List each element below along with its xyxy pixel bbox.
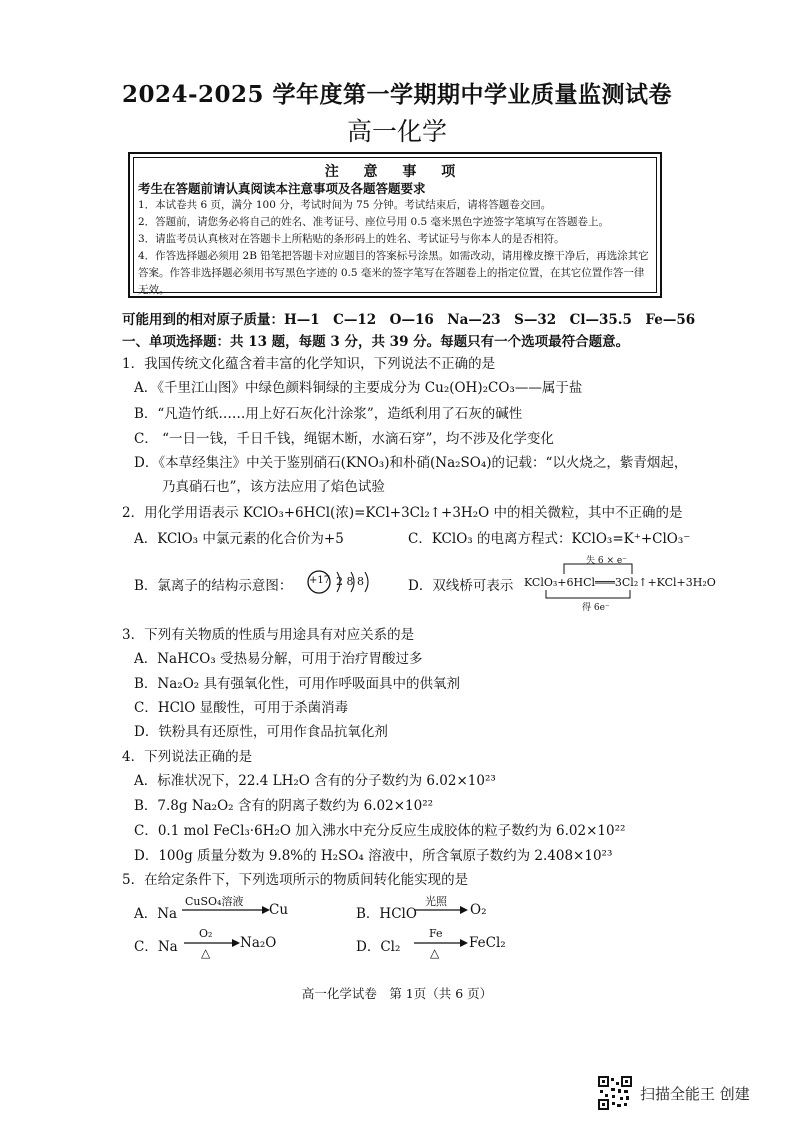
question-5-option-c-condition: O₂	[199, 927, 213, 940]
question-1-option-d: D．《本草经集注》中关于鉴别硝石(KNO₃)和朴硝(Na₂SO₄)的记载：“以火烧之，紫青烟起，	[134, 455, 688, 471]
reaction-arrow-c	[182, 938, 240, 948]
scanner-watermark: 扫描全能王 创建	[640, 1085, 750, 1103]
question-5-option-b-reactant: B．HClO	[356, 906, 417, 922]
question-2-option-b: B．氯离子的结构示意图：	[134, 578, 293, 594]
question-1-option-d-cont: 乃真硝石也”，该方法应用了焰色试验	[162, 479, 385, 495]
question-5-option-c-product: Na₂O	[240, 935, 277, 951]
heat-symbol-c: △	[201, 946, 211, 960]
question-3-option-d: D．铁粉具有还原性，可用作食品抗氧化剂	[134, 724, 388, 740]
reaction-arrow-a	[180, 905, 270, 915]
question-1-option-c: C． “一日一钱，千日千钱，绳锯木断，水滴石穿”，均不涉及化学变化	[134, 431, 554, 447]
page-footer: 高一化学试卷 第 1页（共 6 页）	[301, 986, 493, 1001]
question-5-option-b-product: O₂	[470, 902, 487, 918]
nucleus-charge: +17	[309, 575, 331, 586]
electron-shells: 2 8 8	[336, 575, 364, 588]
notice-item-1: 1．本试卷共 6 页，满分 100 分，考试时间为 75 分钟。考试结束后，请将答题卷交回。	[138, 199, 552, 211]
notice-item-3: 3．请监考员认真核对在答题卡上所粘贴的条形码上的姓名、考试证号与你本人的是否相符。	[138, 233, 565, 245]
question-1-option-b: B．“凡造竹纸……用上好石灰化汁涂浆”，造纸利用了石灰的碱性	[134, 406, 523, 422]
question-3-stem: 3．下列有关物质的性质与用途具有对应关系的是	[122, 627, 415, 643]
question-2-option-d: D．双线桥可表示	[408, 578, 514, 594]
notice-item-4: 4．作答选择题必须用 2B 铅笔把答题卡对应题目的答案标号涂黑。如需改动，请用橡皮擦干净后，再选涂其它答案。作答非选择题必须用书写黑色字迹的 0.5 毫米的签字笔写在答题卷上的指定位置，在其它位置作答一律无效。	[138, 250, 649, 296]
question-4-option-a: A．标准状况下，22.4 LH₂O 含有的分子数约为 6.02×10²³	[134, 773, 496, 789]
question-4-option-c: C．0.1 mol FeCl₃·6H₂O 加入沸水中充分反应生成胶体的粒子数约为 6.02×10²²	[134, 823, 626, 839]
question-4-option-b: B．7.8g Na₂O₂ 含有的阴离子数约为 6.02×10²²	[134, 798, 434, 814]
section-heading: 一、单项选择题：共 13 题，每题 3 分，共 39 分。每题只有一个选项最符合题意。	[122, 334, 630, 350]
question-5-option-a-condition: CuSO₄溶液	[185, 895, 244, 908]
question-5-option-a-product: Cu	[269, 902, 289, 918]
electron-lost-label: 失 6 × e⁻	[586, 556, 627, 566]
question-5-option-c-reactant: C．Na	[134, 939, 178, 955]
reaction-arrow-b	[412, 905, 468, 915]
atomic-masses: 可能用到的相对原子质量：H—1 C—12 O—16 Na—23 S—32 Cl—35.5 Fe—56	[122, 312, 696, 328]
question-3-option-a: A．NaHCO₃ 受热易分解，可用于治疗胃酸过多	[134, 651, 423, 667]
electron-gained-label: 得 6e⁻	[582, 603, 610, 613]
question-2-option-a: A．KClO₃ 中氯元素的化合价为+5	[134, 531, 344, 547]
question-1-option-a: A．《千里江山图》中绿色颜料铜绿的主要成分为 Cu₂(OH)₂CO₃——属于盐	[134, 380, 583, 396]
qr-code-icon	[598, 1076, 632, 1110]
double-bridge-arrows	[540, 554, 730, 604]
question-5-option-b-condition: 光照	[425, 895, 447, 908]
notice-item-2: 2．答题前，请您务必将自己的姓名、准考证号、座位号用 0.5 毫米黑色字迹签字笔填写在答题卷上。	[138, 216, 610, 228]
question-1-stem: 1．我国传统文化蕴含着丰富的化学知识，下列说法不正确的是	[122, 356, 496, 372]
question-3-option-b: B．Na₂O₂ 具有强氧化性，可用作呼吸面具中的供氧剂	[134, 676, 460, 692]
notice-heading: 注 意 事 项	[324, 164, 466, 180]
question-2-option-c: C．KClO₃ 的电离方程式：KClO₃=K⁺+ClO₃⁻	[408, 531, 691, 547]
question-5-option-d-product: FeCl₂	[469, 935, 506, 951]
question-4-option-d: D．100g 质量分数为 9.8%的 H₂SO₄ 溶液中，所含氧原子数约为 2.408×10²³	[134, 848, 613, 864]
notice-box	[128, 152, 662, 298]
question-5-option-d-condition: Fe	[429, 927, 443, 940]
exam-title: 2024-2025 学年度第一学期期中学业质量监测试卷	[121, 81, 673, 108]
heat-symbol-d: △	[430, 946, 440, 960]
question-2-stem: 2．用化学用语表示 KClO₃+6HCl(浓)=KCl+3Cl₂↑+3H₂O 中的相关微粒，其中不正确的是	[122, 505, 683, 521]
question-4-stem: 4．下列说法正确的是	[122, 749, 253, 765]
question-5-option-a-reactant: A．Na	[134, 906, 178, 922]
question-5-stem: 5．在给定条件下，下列选项所示的物质间转化能实现的是	[122, 872, 469, 888]
double-bridge-equation: KClO₃+6HCl═══3Cl₂↑+KCl+3H₂O	[524, 576, 716, 589]
question-5-option-d-reactant: D．Cl₂	[356, 939, 401, 955]
question-3-option-c: C．HClO 显酸性，可用于杀菌消毒	[134, 700, 349, 716]
notice-intro: 考生在答题前请认真阅读本注意事项及各题答题要求	[138, 181, 426, 196]
exam-subtitle: 高一化学	[346, 117, 447, 146]
reaction-arrow-d	[412, 938, 468, 948]
